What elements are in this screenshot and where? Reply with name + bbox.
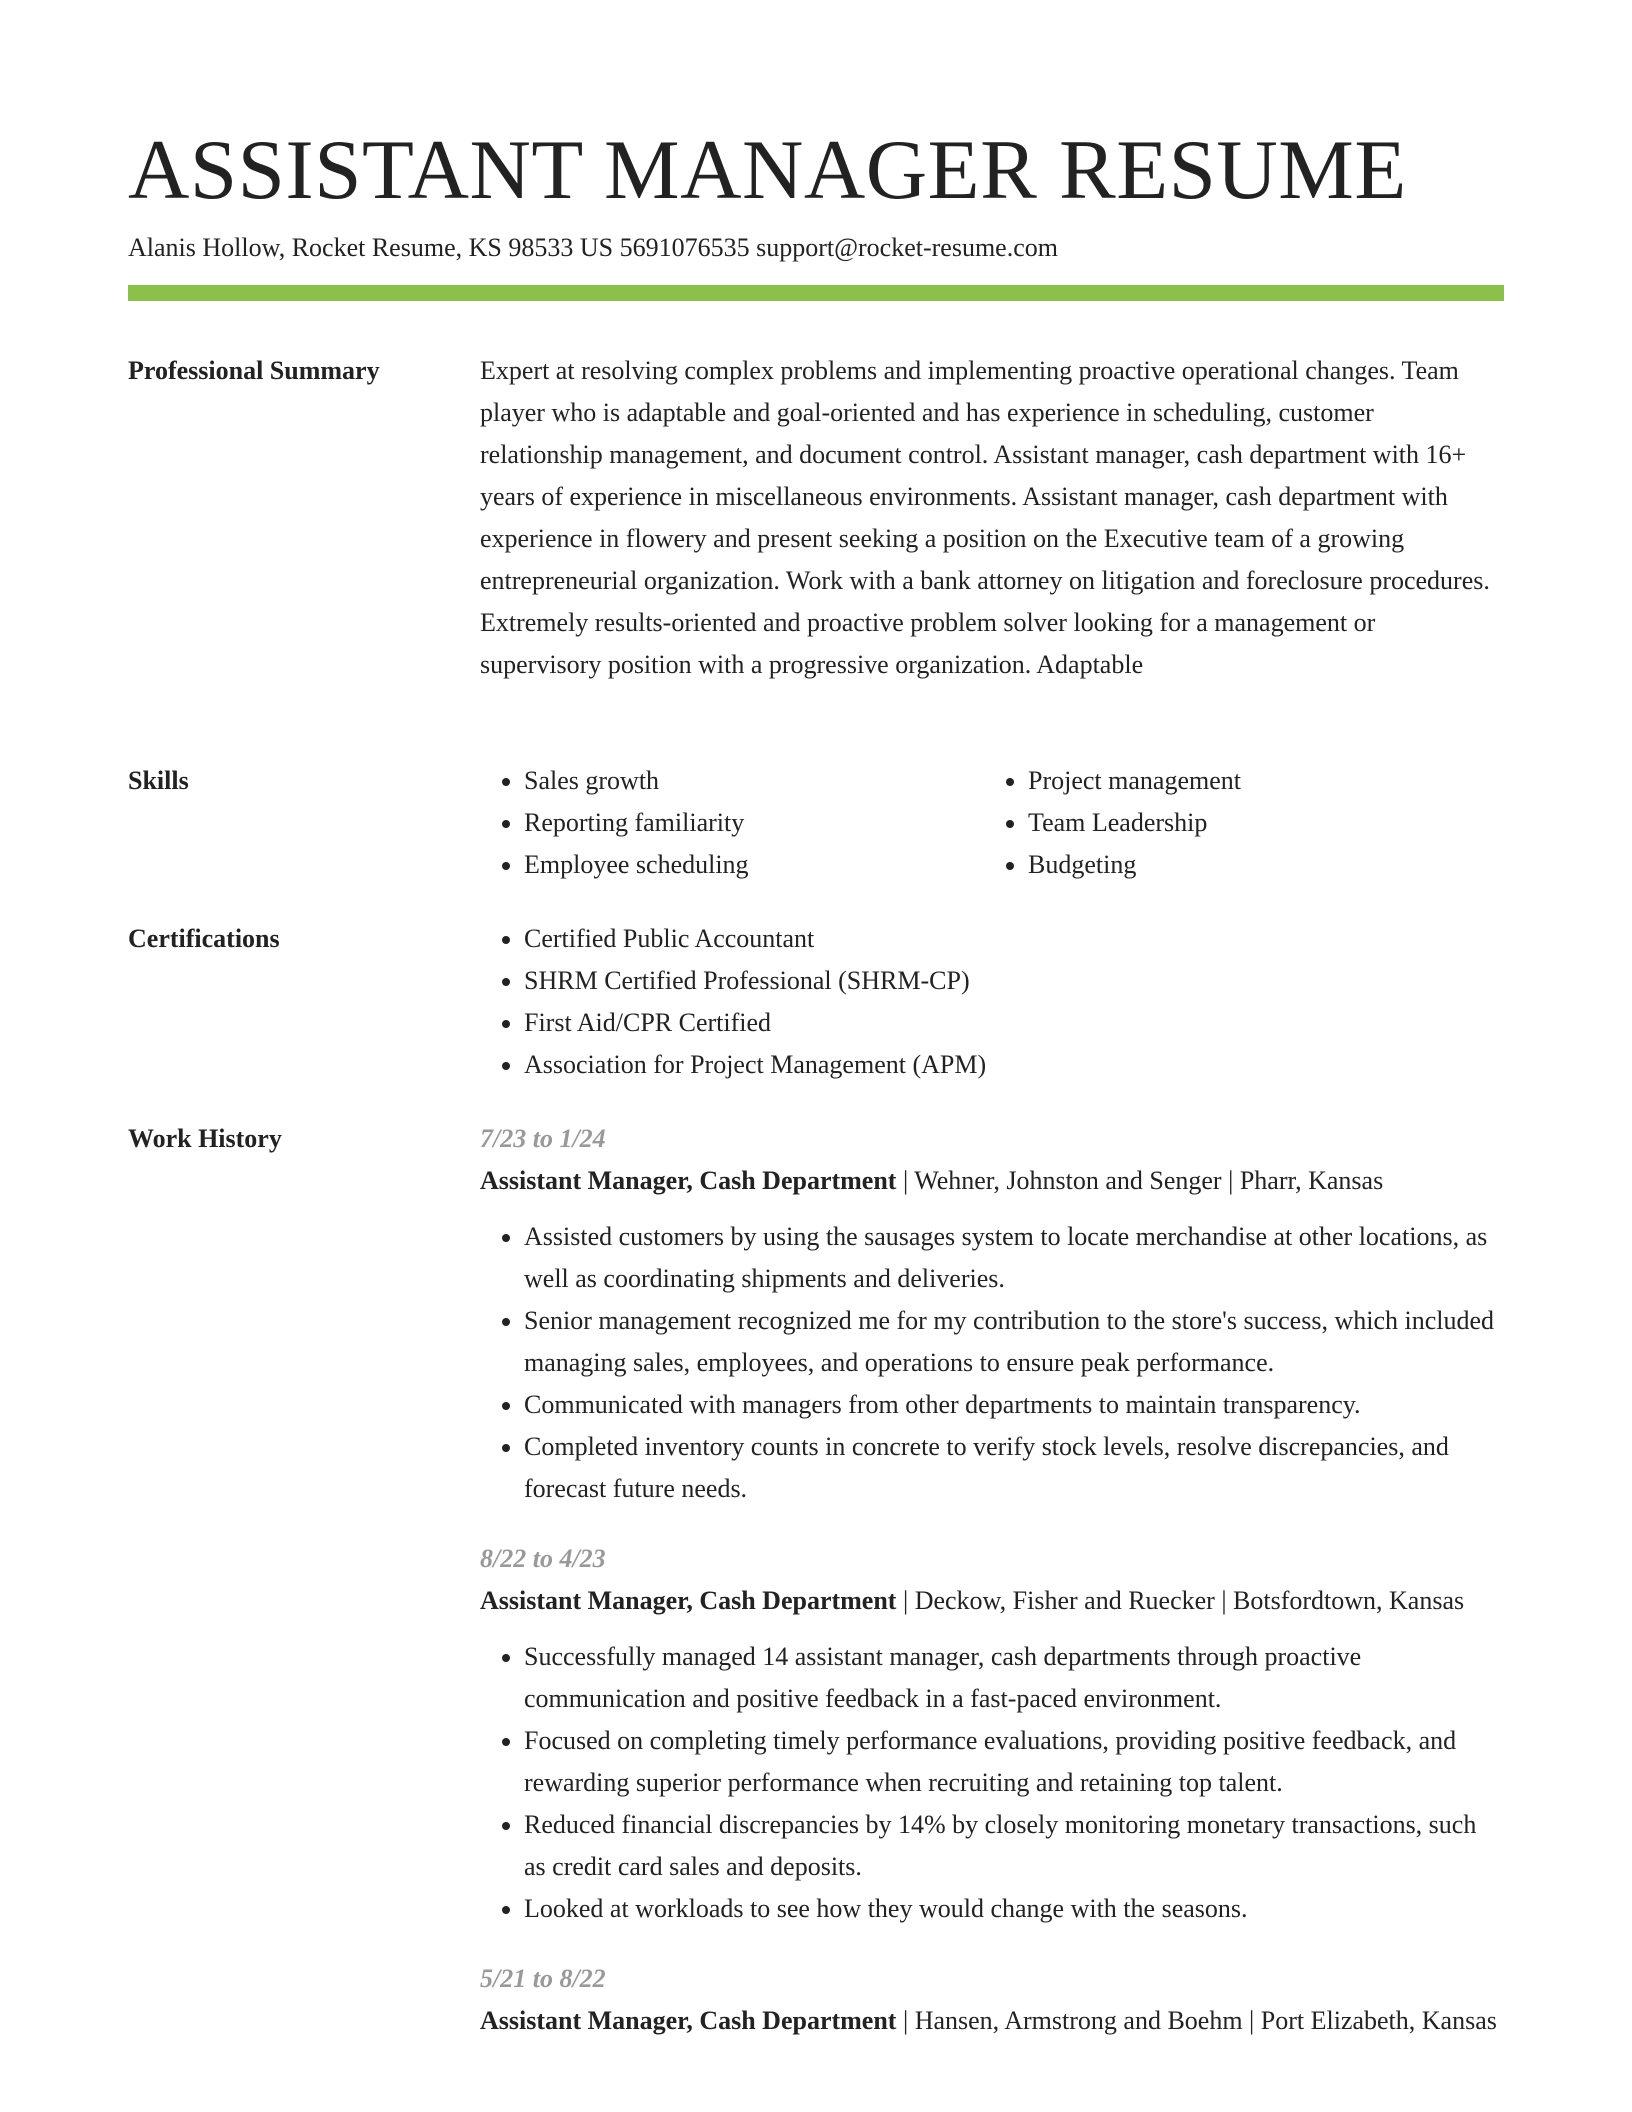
- skills-grid: [480, 760, 1504, 886]
- summary-text: Expert at resolving complex problems and implementing proactive operational changes. Team player who is adaptable and goal-oriented and has experience in scheduling, customer relationship management, and document control. Assistant manager, cash department with 16+ years of experience in miscellaneous environments. Assistant manager, cash department with experience in flowery and present seeking a position on the Executive team of a growing entrepreneurial organization. Work with a bank attorney on litigation and foreclosure procedures. Extremely results-oriented and proactive problem solver looking for a management or supervisory position with a progressive organization. Adaptable: [480, 356, 1490, 679]
- skill-item: • Budgeting: [1028, 844, 1504, 886]
- job-entry: [480, 1118, 1504, 1510]
- summary-heading: Professional Summary: [128, 356, 380, 385]
- job-bullet: • Reduced financial discrepancies by 14% by closely monitoring monetary transactions, such as credit card sales and deposits.: [524, 1804, 1504, 1888]
- certifications-heading: Certifications: [128, 924, 280, 953]
- summary-body: [480, 350, 1504, 686]
- header-divider: [128, 285, 1504, 301]
- job-company: | Hansen, Armstrong and Boehm: [896, 2006, 1242, 2035]
- resume-title: ASSISTANT MANAGER RESUME: [128, 123, 1407, 217]
- job-dates: 5/21 to 8/22: [480, 1964, 606, 1993]
- job-dates: 7/23 to 1/24: [480, 1124, 606, 1153]
- certification-item: • Association for Project Management (APM): [524, 1044, 1504, 1086]
- contact-address: Alanis Hollow, Rocket Resume, KS 98533 US: [128, 233, 614, 262]
- job-entry: [480, 1538, 1504, 1930]
- job-bullet: • Assisted customers by using the sausages system to locate merchandise at other locations, as well as coordinating shipments and deliveries.: [524, 1216, 1504, 1300]
- job-title: Assistant Manager, Cash Department: [480, 1586, 897, 1615]
- skill-item: • Employee scheduling: [524, 844, 984, 886]
- skills-column-left: [480, 760, 984, 886]
- job-location: | Pharr, Kansas: [1222, 1166, 1384, 1195]
- job-bullets: [480, 1216, 1504, 1510]
- work-history-body: [480, 1118, 1504, 2070]
- work-history-heading: Work History: [128, 1124, 282, 1153]
- job-dates: 8/22 to 4/23: [480, 1544, 606, 1573]
- skills-body: [480, 760, 1504, 886]
- job-company: | Wehner, Johnston and Senger: [896, 1166, 1221, 1195]
- skills-column-right: [984, 760, 1504, 886]
- skill-item: • Sales growth: [524, 760, 984, 802]
- job-bullet: • Successfully managed 14 assistant manager, cash departments through proactive communication and positive feedback in a fast-paced environment.: [524, 1636, 1504, 1720]
- job-bullet: • Looked at workloads to see how they would change with the seasons.: [524, 1888, 1504, 1930]
- skills-heading: Skills: [128, 766, 189, 795]
- job-bullet: • Completed inventory counts in concrete to verify stock levels, resolve discrepancies, and forecast future needs.: [524, 1426, 1504, 1510]
- skill-item: • Reporting familiarity: [524, 802, 984, 844]
- certification-item: • First Aid/CPR Certified: [524, 1002, 1504, 1044]
- certification-item: • SHRM Certified Professional (SHRM-CP): [524, 960, 1504, 1002]
- skill-item: • Team Leadership: [1028, 802, 1504, 844]
- job-heading: [480, 1580, 1504, 1622]
- job-bullet: • Communicated with managers from other departments to maintain transparency.: [524, 1384, 1504, 1426]
- job-bullets: [480, 1636, 1504, 1930]
- contact-line: [128, 230, 1058, 266]
- job-bullet: • Senior management recognized me for my contribution to the store's success, which included managing sales, employees, and operations to ensure peak performance.: [524, 1300, 1504, 1384]
- certification-item: • Certified Public Accountant: [524, 918, 1504, 960]
- job-entry: [480, 1958, 1504, 2042]
- certifications-body: [480, 918, 1504, 1086]
- job-title: Assistant Manager, Cash Department: [480, 2006, 897, 2035]
- job-heading: [480, 2000, 1504, 2042]
- contact-phone: 5691076535: [619, 233, 750, 262]
- job-location: | Port Elizabeth, Kansas: [1243, 2006, 1497, 2035]
- job-heading: [480, 1160, 1504, 1202]
- job-company: | Deckow, Fisher and Ruecker: [896, 1586, 1214, 1615]
- certifications-list: [480, 918, 1504, 1086]
- job-location: | Botsfordtown, Kansas: [1215, 1586, 1464, 1615]
- skill-item: • Project management: [1028, 760, 1504, 802]
- job-title: Assistant Manager, Cash Department: [480, 1166, 897, 1195]
- job-bullet: • Focused on completing timely performance evaluations, providing positive feedback, and rewarding superior performance when recruiting and retaining top talent.: [524, 1720, 1504, 1804]
- contact-email: support@rocket-resume.com: [756, 233, 1058, 262]
